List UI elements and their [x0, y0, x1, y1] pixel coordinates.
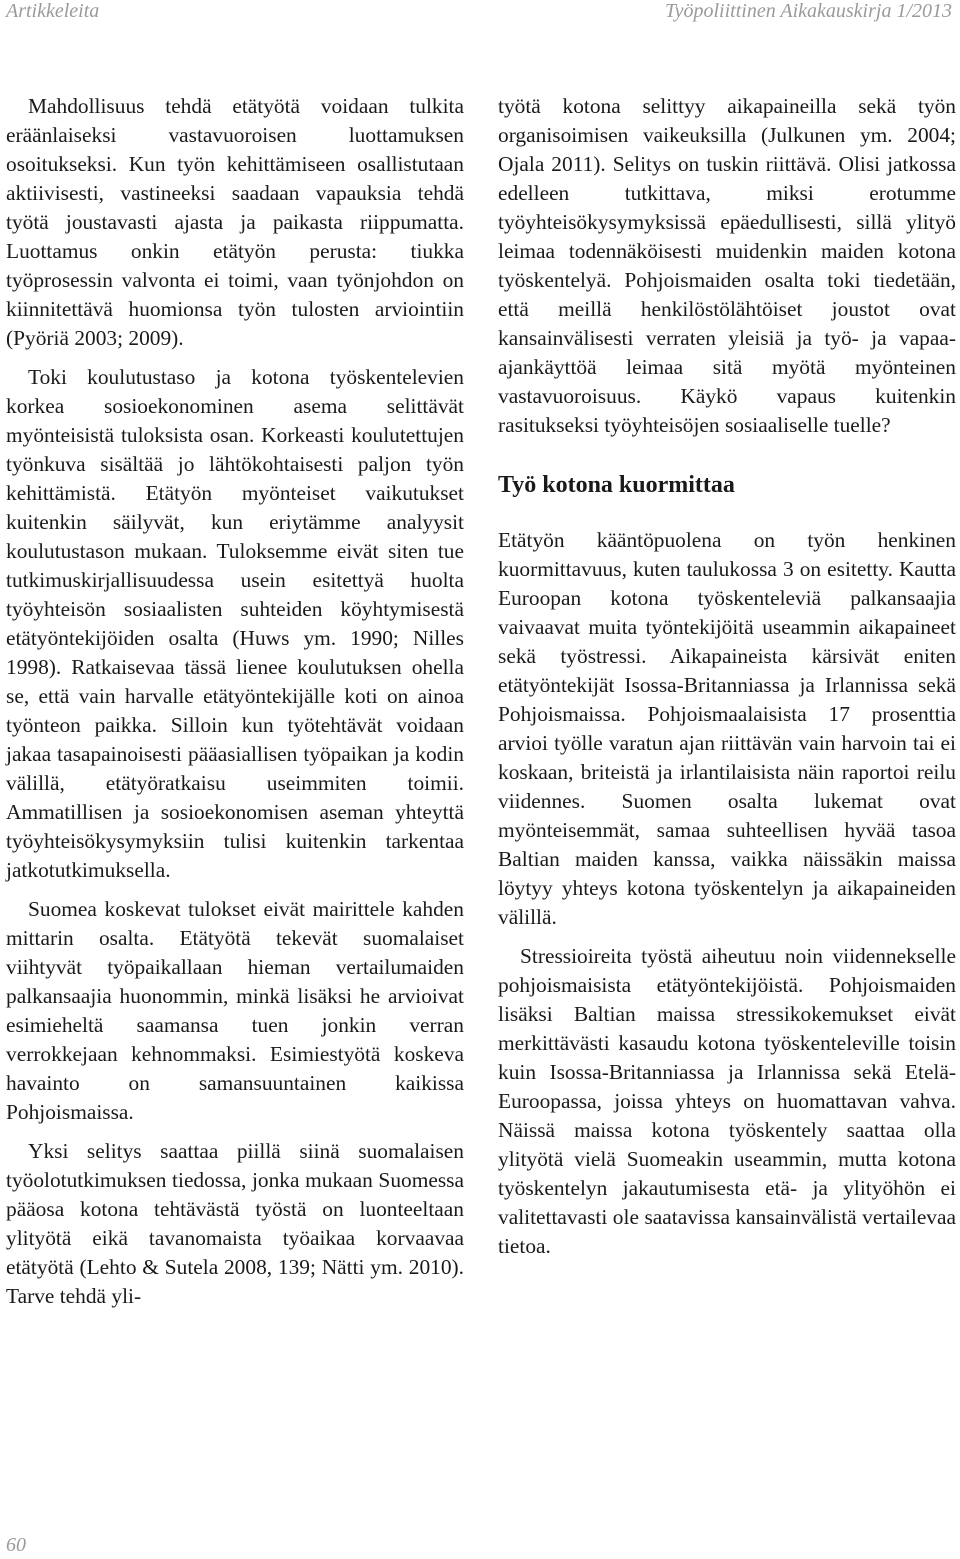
right-paragraph-3: Stressioireita työstä aiheutuu noin viidennekselle pohjoismaisista etätyöntekijöistä. Pohjoismaiden lisäksi Baltian maissa stressikokemukset eivät merkittävästi kasaudu kotona työskenteleville toisin kuin Isossa-Britanniassa ja Irlannissa sekä Etelä-Euroopassa, joissa yhteys on huomattavan vahva. Näissä maissa kotona työskentely saattaa olla ylityötä vielä Suomeakin useammin, mutta kotona työskentelyn jakautumisesta etä- ja ylityöhön ei valitettavasti ole saatavissa kansainvälistä vertailevaa tietoa.: [498, 944, 956, 1258]
left-paragraph-1: Mahdollisuus tehdä etätyötä voidaan tulkita eräänlaiseksi vastavuoroisen luottamuksen osoitukseksi. Kun työn kehittämiseen osallistutaan aktiivisesti, vastineeksi saadaan vapauksia tehdä työtä joustavasti ajasta ja paikasta riippumatta. Luottamus onkin etätyön perusta: tiukka työprosessin valvonta ei toimi, vaan työnjohdon on kiinnitettävä huomionsa työn tulosten arviointiin (Pyöriä 2003; 2009).: [6, 94, 464, 350]
left-column: [6, 92, 464, 1311]
right-column: [498, 92, 956, 1261]
left-paragraph-3: Suomea koskevat tulokset eivät mairittele kahden mittarin osalta. Etätyötä tekevät suomalaiset viihtyvät työpaikallaan hieman vertailumaiden palkansaajia huonommin, minkä lisäksi he arvioivat esimieheltä saamansa tuen jonkin verran verrokkejaan kehnommaksi. Esimiestyötä koskeva havainto on samansuuntainen kaikissa Pohjoismaissa.: [6, 897, 464, 1124]
left-paragraph-4: Yksi selitys saattaa piillä siinä suomalaisen työolotutkimuksen tiedossa, jonka mukaan Suomessa pääosa kotona tehtävästä työstä on luonteeltaan ylityötä eikä tavanomaista työaikaa korvaavaa etätyötä (Lehto & Sutela 2008, 139; Nätti ym. 2010). Tarve tehdä yli-: [6, 1139, 464, 1308]
page-number: 60: [6, 1534, 26, 1556]
left-paragraph-2: Toki koulutustaso ja kotona työskentelevien korkea sosioekonominen asema selittävät myönteisistä tuloksista osan. Korkeasti koulutettujen työnkuva sisältää jo lähtökohtaisesti paljon työn kehittämistä. Etätyön myönteiset vaikutukset kuitenkin säilyvät, kun eriytämme analyysit koulutustason mukaan. Tuloksemme eivät siten tue tutkimuskirjallisuudessa usein esitettyä huolta työyhteisön sosiaalisten suhteiden köyhtymisestä etätyöntekijöiden osalta (Huws ym. 1990; Nilles 1998). Ratkaisevaa tässä lienee koulutuksen ohella se, että vain harvalle etätyöntekijälle koti on ainoa työnteon paikka. Silloin kun työtehtävät voidaan jakaa tasapainoisesti pääasiallisen työpaikan ja kodin välillä, etätyöratkaisu useimmiten toimii. Ammatillisen ja sosioekonomisen aseman yhteyttä työyhteisökysymyksiin tulisi kuitenkin tarkentaa jatkotutkimuksella.: [6, 365, 464, 882]
section-heading: Työ kotona kuormittaa: [498, 472, 735, 498]
right-paragraph-2: Etätyön kääntöpuolena on työn henkinen kuormittavuus, kuten taulukossa 3 on esitetty. Kautta Euroopan kotona työskenteleviä palkansaajia vaivaavat muita työntekijöitä useammin aikapaineet sekä työstressi. Aikapaineista kärsivät eniten etätyöntekijät Isossa-Britanniassa ja Irlannissa sekä Pohjoismaissa. Pohjoismaalaisista 17 prosenttia arvioi työlle varatun ajan riittävän vain harvoin tai ei koskaan, briteistä ja irlantilaisista näin raportoi reilu viidennes. Suomen osalta lukemat ovat myönteisemmät, samaa suhteellisen hyvää tasoa Baltian maiden kanssa, vaikka näissäkin maissa löytyy yhteys kotona työskentelyn ja aikapaineiden välillä.: [498, 528, 956, 929]
right-paragraph-1: työtä kotona selittyy aikapaineilla sekä työn organisoimisen vaikeuksilla (Julkunen ym. 2004; Ojala 2011). Selitys on tuskin riittävä. Olisi jatkossa edelleen tutkittava, miksi erotumme työyhteisökysymyksissä epäedullisesti, sillä ylityö leimaa todennäköisesti muidenkin maiden kotona työskentelyä. Pohjoismaiden osalta toki tiedetään, että meillä henkilöstölähtöiset joustot ovat kansainvälisesti verraten yleisiä ja työ- ja vapaa-ajankäyttöä leimaa sitä myötä myönteinen vastavuoroisuus. Käykö vapaus kuitenkin rasitukseksi työyhteisöjen sosiaaliselle tuelle?: [498, 94, 956, 437]
running-header-journal: Työpoliittinen Aikakauskirja 1/2013: [664, 0, 952, 22]
running-header-section: Artikkeleita: [6, 0, 100, 22]
